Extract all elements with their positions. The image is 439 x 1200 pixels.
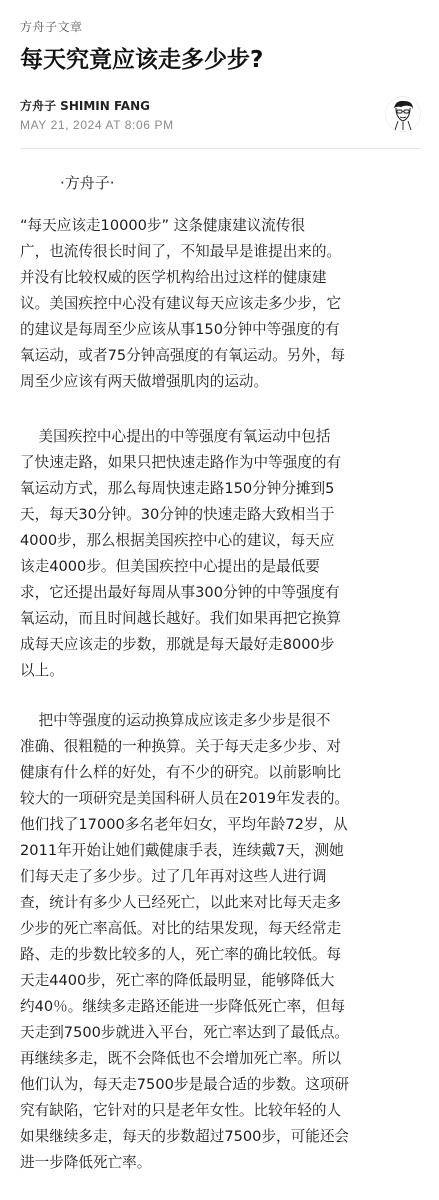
paragraph-line: 天走到7500步就进入平台，死亡率达到了最低点。 [20, 1024, 350, 1041]
paragraph-line: 氧运动方式，那么每周快速走路150分钟分摊到5 [20, 480, 335, 497]
author-avatar[interactable] [385, 96, 421, 132]
paragraph-line: 2011年开始让她们戴健康手表，连续戴7天，测她 [20, 842, 344, 859]
paragraph-line: 美国疾控中心提出的中等强度有氧运动中包括 [20, 428, 331, 445]
paragraph-line: 天，每天30分钟。30分钟的快速走路大致相当于 [20, 506, 335, 523]
paragraph-line: 并没有比较权威的医学机构给出过这样的健康建 [20, 269, 327, 286]
article-byline: ·方舟子· [60, 174, 115, 192]
paragraph-line: 较大的一项研究是美国科研人员在2019年发表的。 [20, 790, 350, 807]
article-paragraph-2 [20, 424, 422, 684]
author-portrait-sketch-icon [385, 96, 421, 132]
paragraph-line: 了快速走路，如果只把快速走路作为中等强度的有 [20, 454, 342, 471]
paragraph-line: 准确、很粗糙的一种换算。关于每天走多少步、对 [20, 738, 342, 755]
paragraph-line: 天走4400步，死亡率的降低最明显，能够降低大 [20, 972, 335, 989]
author-name[interactable]: 方舟子 SHIMIN FANG [20, 99, 150, 113]
paragraph-line: 究有缺陷，它针对的只是老年女性。比较年轻的人 [20, 1102, 342, 1119]
publication-name[interactable]: 方舟子文章 [20, 20, 83, 34]
paragraph-line: 进一步降低死亡率。 [20, 1154, 152, 1171]
paragraph-line: 他们找了17000多名老年妇女，平均年龄72岁，从 [20, 816, 348, 833]
paragraph-line: “每天应该走10000步” 这条健康建议流传很 [20, 217, 306, 234]
paragraph-line: 们每天走了多少步。过了几年再对这些人进行调 [20, 868, 327, 885]
paragraph-line: 以上。 [20, 662, 64, 679]
paragraph-line: 查，统计有多少人已经死亡，以此来对比每天走多 [20, 894, 342, 911]
paragraph-line: 成每天应该走的步数，那就是每天最好走8000步 [20, 636, 335, 653]
paragraph-line: 再继续多走，既不会降低也不会增加死亡率。所以 [20, 1050, 342, 1067]
article-title: 每天究竟应该走多少步? [20, 47, 264, 73]
article-paragraph-1 [20, 213, 422, 395]
publish-date: MAY 21, 2024 AT 8:06 PM [20, 118, 174, 132]
paragraph-line: 路、走的步数比较多的人，死亡率的确比较低。每 [20, 946, 342, 963]
paragraph-line: 约40％。继续多走路还能进一步降低死亡率，但每 [20, 998, 346, 1015]
paragraph-line: 的建议是每周至少应该从事150分钟中等强度的有 [20, 321, 340, 338]
paragraph-line: 氧运动，或者75分钟高强度的有氧运动。另外，每 [20, 347, 346, 364]
article-paragraph-3 [20, 708, 422, 1176]
paragraph-line: 如果继续多走，每天的步数超过7500步，可能还会 [20, 1128, 350, 1145]
paragraph-line: 周至少应该有两天做增强肌肉的运动。 [20, 373, 269, 390]
paragraph-line: 氧运动，而且时间越长越好。我们如果再把它换算 [20, 610, 342, 627]
paragraph-line: 求，它还提出最好每周从事300分钟的中等强度有 [20, 584, 340, 601]
paragraph-line: 把中等强度的运动换算成应该走多少步是很不 [20, 712, 331, 729]
paragraph-line: 广，也流传很长时间了，不知最早是谁提出来的。 [20, 243, 342, 260]
paragraph-line: 该走4000步。但美国疾控中心提出的是最低要 [20, 558, 320, 575]
paragraph-line: 4000步，那么根据美国疾控中心的建议，每天应 [20, 532, 335, 549]
paragraph-line: 健康有什么样的好处，有不少的研究。以前影响比 [20, 764, 342, 781]
paragraph-line: 少步的死亡率高低。对比的结果发现，每天经常走 [20, 920, 342, 937]
header-divider [20, 148, 421, 149]
paragraph-line: 议。美国疾控中心没有建议每天应该走多少步，它 [20, 295, 342, 312]
paragraph-line: 他们认为，每天走7500步是最合适的步数。这项研 [20, 1076, 350, 1093]
